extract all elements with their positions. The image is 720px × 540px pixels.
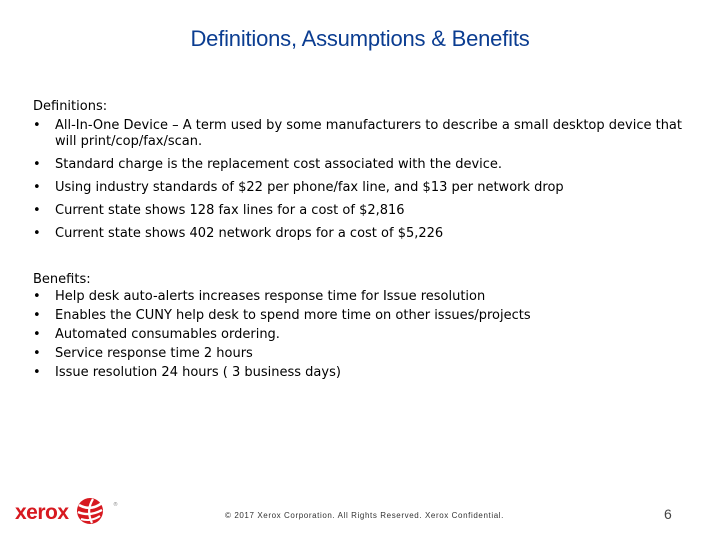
bullet-icon: •: [33, 308, 41, 323]
benefits-heading: Benefits:: [33, 272, 91, 287]
registered-mark: ®: [113, 502, 118, 508]
list-item: [33, 365, 693, 381]
bullet-icon: •: [33, 365, 41, 380]
benefits-list: [33, 289, 693, 381]
definition-text: Standard charge is the replacement cost associated with the device.: [55, 157, 503, 172]
slide-title: Definitions, Assumptions & Benefits: [190, 26, 530, 51]
bullet-icon: •: [33, 203, 41, 218]
benefit-text: Service response time 2 hours: [55, 346, 253, 361]
bullet-icon: •: [33, 118, 41, 133]
page-number: 6: [664, 506, 672, 522]
benefit-text: Automated consumables ordering.: [55, 327, 280, 342]
definition-text: Current state shows 402 network drops for a cost of $5,226: [55, 226, 444, 241]
bullet-icon: •: [33, 346, 41, 361]
bullet-icon: •: [33, 289, 41, 304]
bullet-icon: •: [33, 226, 41, 241]
definition-text: Current state shows 128 fax lines for a cost of $2,816: [55, 203, 405, 218]
definitions-section: [33, 97, 693, 242]
list-item: [33, 226, 693, 242]
definitions-heading: Definitions:: [33, 99, 108, 114]
bullet-icon: •: [33, 157, 41, 172]
benefit-text: Issue resolution 24 hours ( 3 business days): [55, 365, 341, 380]
bullet-icon: •: [33, 180, 41, 195]
xerox-logo: [15, 496, 105, 530]
definition-text: All-In-One Device – A term used by some manufacturers to describe a small desktop device that will print/cop/fax/scan.: [55, 118, 682, 149]
copyright-footer: © 2017 Xerox Corporation. All Rights Reserved. Xerox Confidential.: [225, 511, 504, 520]
list-item: [33, 289, 693, 305]
definition-text: Using industry standards of $22 per phone/fax line, and $13 per network drop: [55, 180, 564, 195]
definitions-list: [33, 118, 693, 242]
benefit-text: Help desk auto-alerts increases response time for Issue resolution: [55, 289, 486, 304]
list-item: [33, 308, 693, 324]
benefit-text: Enables the CUNY help desk to spend more time on other issues/projects: [55, 308, 531, 323]
list-item: [33, 180, 693, 196]
list-item: [33, 346, 693, 362]
list-item: [33, 157, 693, 173]
bullet-icon: •: [33, 327, 41, 342]
xerox-sphere-icon: [75, 496, 105, 530]
logo-wordmark: xerox: [15, 501, 69, 524]
benefits-section: [33, 270, 693, 381]
list-item: [33, 203, 693, 219]
list-item: [33, 327, 693, 343]
list-item: [33, 118, 693, 150]
